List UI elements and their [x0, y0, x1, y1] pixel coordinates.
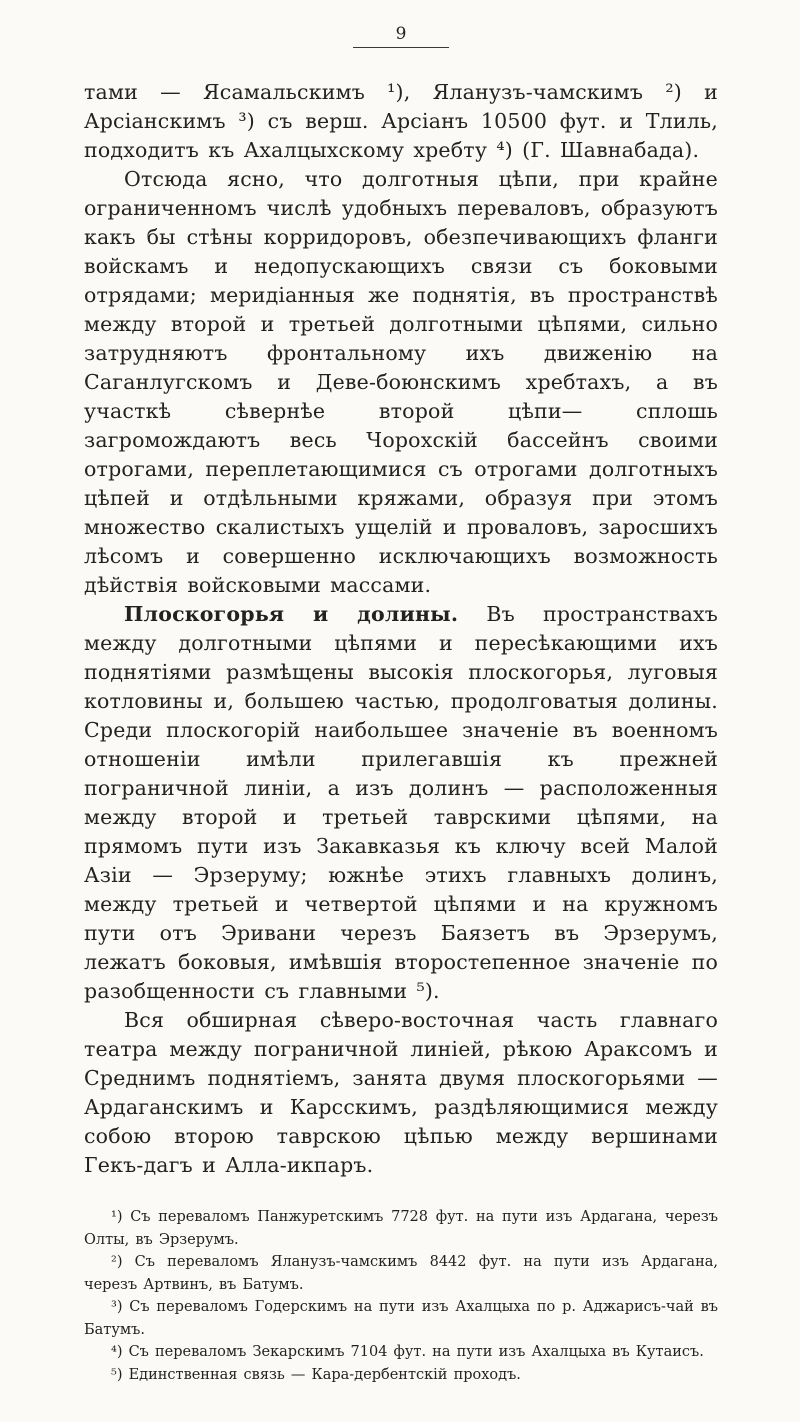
footnote: ³) Съ переваломъ Годерскимъ на пути изъ Ахалцыха по р. Аджарисъ-чай въ Батумъ. — [84, 1299, 718, 1338]
footnote: ²) Съ переваломъ Яланузъ-чамскимъ 8442 фут. на пути изъ Ардагана, черезъ Артвинъ, въ Батумъ. — [84, 1254, 718, 1293]
paragraph-continuation: тами — Ясамальскимъ ¹), Яланузъ-чамскимъ ²) и Арсіанскимъ ³) съ верш. Арсіанъ 10500 фут. и Тлиль, подходитъ къ Ахалцыхскому хребту ⁴) (Г. Шавнабада). — [84, 80, 718, 162]
page-number: 9 — [395, 24, 407, 44]
section-runin-title: Плоскогорья и долины. — [124, 602, 459, 626]
paragraph: Вся обширная сѣверо-восточная часть главнаго театра между пограничной линіей, рѣкою Араксомъ и Среднимъ поднятіемъ, занята двумя плоскогорьями — Ардаганскимъ и Карсскимъ, раздѣляющимися между собою второю таврскою цѣпью между вершинами Гекъ-дагъ и Алла-икпаръ. — [84, 1008, 718, 1177]
page-header — [84, 24, 718, 48]
footnotes-section — [84, 1206, 718, 1386]
paragraph: Отсюда ясно, что долготныя цѣпи, при крайне ограниченномъ числѣ удобныхъ переваловъ, образуютъ какъ бы стѣны корридоровъ, обезпечивающихъ фланги войскамъ и недопускающихъ связи съ боковыми отрядами; меридіанныя же поднятія, въ пространствѣ между второй и третьей долготными цѣпями, сильно затрудняютъ фронтальному ихъ движенію на Саганлугскомъ и Деве-боюнскимъ хребтахъ, а въ участкѣ сѣвернѣе второй цѣпи— сплошь загромождаютъ весь Чорохскій бассейнъ своими отрогами, переплетающимися съ отрогами долготныхъ цѣпей и отдѣльными кряжами, образуя при этомъ множество скалистыхъ ущелій и проваловъ, заросшихъ лѣсомъ и совершенно исключающихъ возможность дѣйствія войсковыми массами. — [84, 167, 718, 597]
body-text — [84, 78, 718, 1386]
footnote: ⁵) Единственная связь — Кара-дербентскій проходъ. — [111, 1366, 521, 1383]
footnote: ⁴) Съ переваломъ Зекарскимъ 7104 фут. на пути изъ Ахалцыха въ Кутаисъ. — [111, 1344, 704, 1360]
section-text: Въ пространствахъ между долготными цѣпями и пересѣкающими ихъ поднятіями размѣщены высокія плоскогорья, луговыя котловины и, большею частью, продолговатыя долины. Среди плоскогорій наибольшее значеніе въ военномъ отношеніи имѣли прилегавшія къ прежней пограничной линіи, а изъ долинъ — расположенныя между второй и третьей таврскими цѣпями, на прямомъ пути изъ Закавказья къ ключу всей Малой Азіи — Эрзеруму; южнѣе этихъ главныхъ долинъ, между третьей и четвертой цѣпями и на кружномъ пути отъ Эривани черезъ Баязетъ въ Эрзерумъ, лежатъ боковыя, имѣвшія второстепенное значеніе по разобщенности съ главными ⁵). — [84, 602, 718, 1003]
page-number-rule — [353, 47, 449, 48]
footnote: ¹) Съ переваломъ Панжуретскимъ 7728 фут. на пути изъ Ардагана, черезъ Олты, въ Эрзерумъ. — [84, 1209, 718, 1248]
paragraph-with-runin-title — [84, 600, 718, 1006]
